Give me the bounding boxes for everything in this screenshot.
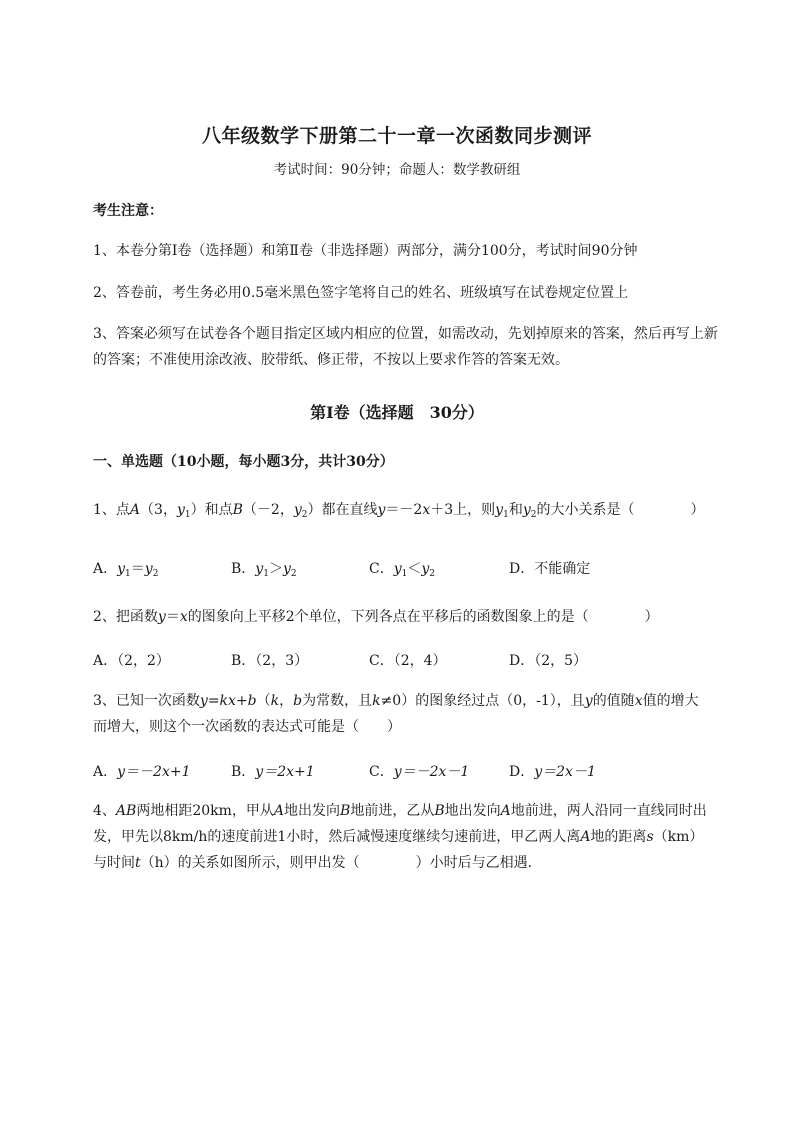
q3-option-b: B．y＝2x+1 [231,764,315,780]
q3-option-c: C．y＝－2x－1 [369,764,470,780]
notice-item-2: 2、答卷前，考生务必用0.5毫米黑色签字笔将自己的姓名、班级填写在试卷规定位置上 [93,285,629,301]
question-4-cont-2: 与时间t（h）的关系如图所示，则甲出发（ ）小时后与乙相遇． [93,855,542,871]
part-heading: 一、单选题（10小题，每小题3分，共计30分） [93,454,394,470]
exam-subtitle: 考试时间：90分钟；命题人：数学教研组 [273,162,521,178]
page-title: 八年级数学下册第二十一章一次函数同步测评 [201,125,592,147]
notice-heading: 考生注意： [93,203,163,219]
q2-option-d: D．（2，5） [509,653,588,669]
q1-option-a: A．$y_1=y_2$ [93,561,159,579]
notice-item-3: 3、答案必须写在试卷各个题目指定区域内相应的位置，如需改动，先划掉原来的答案，然后再写上新 [93,326,718,342]
question-1: 1、点A（3，$y_1$）和点B（－2，$y_2$）都在直线y＝－2x＋3上，则$y_1$和$y_2$的大小关系是（ ） [93,502,705,520]
q1-option-d: D．不能确定 [509,561,591,577]
q3-option-d: D．y＝2x－1 [509,764,596,780]
question-3: 3、已知一次函数y=kx+b（k，b为常数，且k≠0）的图象经过点（0，-1），且y的值随x值的增大 [93,693,699,709]
section-title: 第I卷（选择题 30分） [310,403,484,422]
question-3-cont: 而增大，则这个一次函数的表达式可能是（ ） [93,719,401,735]
q2-option-b: B．（2，3） [231,653,309,669]
q1-option-b: B．$y_1>y_2$ [231,561,297,579]
notice-item-3-cont: 的答案；不准使用涂改液、胶带纸、修正带，不按以上要求作答的答案无效。 [93,352,569,368]
question-4-cont-1: 发，甲先以8km/h的速度前进1小时，然后减慢速度继续匀速前进，甲乙两人离A地的距离s（km） [93,829,704,845]
question-2: 2、把函数y＝x的图象向上平移2个单位，下列各点在平移后的函数图象上的是（ ） [93,609,659,625]
q2-option-a: A．（2，2） [93,653,170,669]
question-4: 4、AB两地相距20km，甲从A地出发向B地前进，乙从B地出发向A地前进，两人沿同一直线同时出 [93,803,707,819]
notice-item-1: 1、本卷分第I卷（选择题）和第Ⅱ卷（非选择题）两部分，满分100分，考试时间90分钟 [93,243,638,259]
q1-option-c: C．$y_1<y_2$ [369,561,436,579]
q2-option-c: C．（2，4） [369,653,447,669]
q3-option-a: A．y＝－2x+1 [93,764,191,780]
